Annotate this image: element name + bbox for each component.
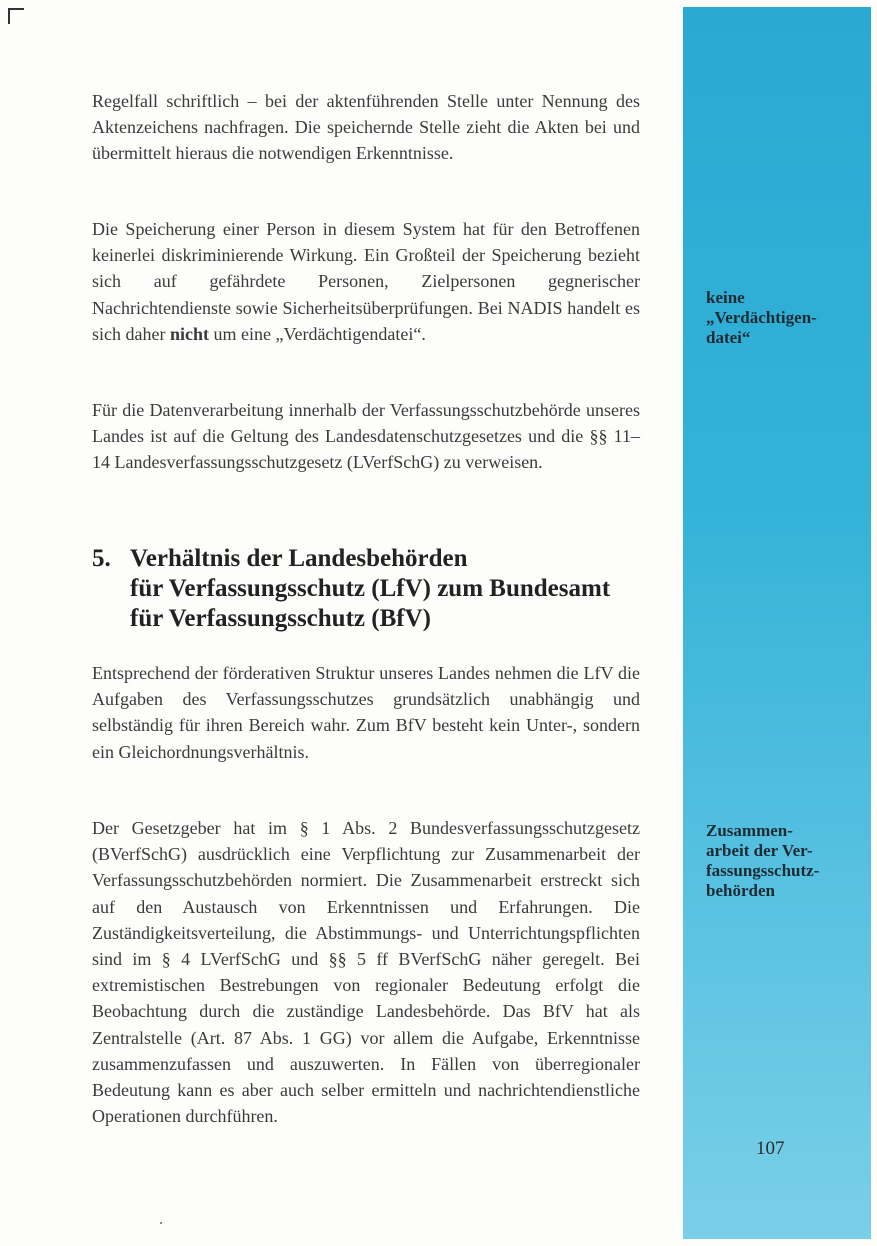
paragraph: Regelfall schriftlich – bei der aktenführenden Stelle unter Nennung des Aktenzeichens nachfragen. Die speichernde Stelle zieht die Akten bei und übermittelt hieraus die notwendigen Erkenntnisse. <box>92 91 640 164</box>
margin-note-line: datei“ <box>706 328 751 347</box>
page-number: 107 <box>756 1138 785 1159</box>
margin-note-line: fassungsschutz- <box>706 861 820 880</box>
heading-line: Verhältnis der Landesbehörden <box>130 545 468 572</box>
margin-note-line: keine <box>706 288 745 307</box>
paragraph-text: Die Speicherung einer Person in diesem System hat für den Betroffenen keinerlei diskriminierende Wirkung. Ein Großteil der Speicherung bezieht sich auf gefährdete Personen, Zielpersonen gegnerischer Nachrichtendienste sowie Sicherheitsüberprüfungen. Bei NADIS handelt es sich daher <box>92 219 640 344</box>
paragraph: Der Gesetzgeber hat im § 1 Abs. 2 Bundesverfassungsschutzgesetz (BVerfSchG) ausdrücklich eine Verpflichtung zur Zusammenarbeit der Verfassungsschutzbehörden normiert. Die Zusammenarbeit erstreckt sich auf den Austausch von Erkenntnissen und Erfahrungen. Die Zuständigkeitsverteilung, die Abstimmungs- und Unterrichtungspflichten sind im § 4 LVerfSchG und §§ 5 ff BVerfSchG näher geregelt. Bei extremistischen Bestrebungen von regionaler Bedeutung erfolgt die Beobachtung durch die zuständige Landesbehörde. Das BfV hat als Zentralstelle (Art. 87 Abs. 1 GG) vor allem die Aufgabe, Erkenntnisse zusammenzufassen und auszuwerten. In Fällen von überregionaler Bedeutung kann es aber auch selber ermitteln und nachrichtendienstliche Operationen durchführen. <box>92 818 640 1127</box>
heading-line: für Verfassungsschutz (LfV) zum Bundesamt <box>130 575 611 602</box>
margin-note-line: arbeit der Ver- <box>706 841 813 860</box>
scan-speck <box>160 1222 162 1224</box>
paragraph <box>92 216 640 347</box>
section-number: 5. <box>92 545 111 572</box>
paragraph: Für die Datenverarbeitung innerhalb der Verfassungsschutzbehörde unseres Landes ist auf die Geltung des Landesdatenschutzgesetzes und die §§ 11–14 Landesverfassungsschutzgesetz (LVerfSchG) zu verweisen. <box>92 400 640 473</box>
margin-note-line: behörden <box>706 881 775 900</box>
margin-sidebar <box>683 7 871 1239</box>
margin-note-line: Zusammen- <box>706 821 793 840</box>
margin-note-zusammenarbeit <box>706 821 856 901</box>
section-heading <box>92 544 652 634</box>
paragraph-text: um eine „Verdächtigendatei“. <box>208 323 426 344</box>
margin-note-verdaechtigendatei <box>706 288 856 348</box>
margin-note-line: „Verdächtigen- <box>706 308 817 327</box>
heading-line: für Verfassungsschutz (BfV) <box>130 605 431 632</box>
paragraph: Entsprechend der förderativen Struktur unseres Landes nehmen die LfV die Aufgaben des Verfassungsschutzes grundsätzlich unabhängig und selbständig für ihren Bereich wahr. Zum BfV besteht kein Unter-, sondern ein Gleichordnungsverhältnis. <box>92 663 640 762</box>
crop-mark <box>8 8 24 24</box>
emphasis-text: nicht <box>169 323 209 344</box>
